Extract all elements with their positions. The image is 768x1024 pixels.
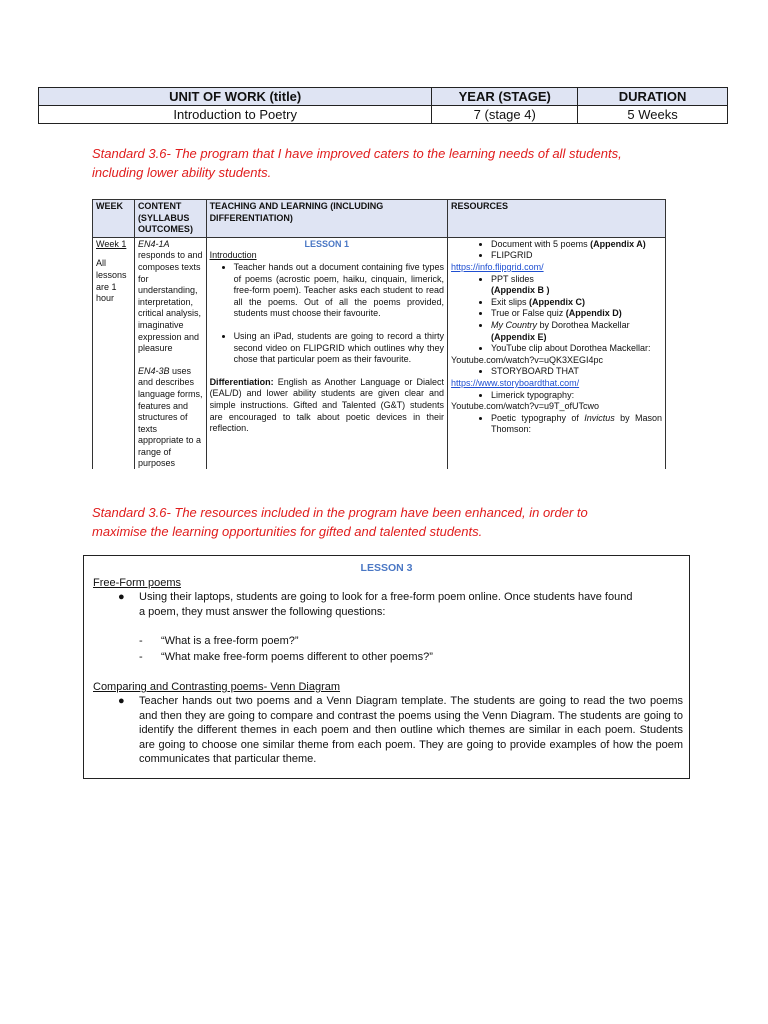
resource-limerick: • Limerick typography:	[491, 390, 662, 402]
resource-invictus	[491, 413, 662, 436]
standard-note-2	[92, 503, 692, 541]
resource-quiz-appendix: (Appendix D)	[565, 308, 622, 319]
standard-2-line-2: maximise the learning opportunities for gifted and talented students.	[92, 524, 483, 539]
resource-poem-title: My Country	[491, 319, 538, 330]
standard-1-line-1: Standard 3.6- The program that I have improved caters to the learning needs of all students,	[92, 146, 622, 161]
lesson-1-table-excerpt	[92, 199, 666, 469]
resource-poem-appendix: (Appendix E)	[491, 331, 547, 342]
resource-exit-slips	[491, 297, 662, 309]
free-form-line-1: Using their laptops, students are going to look for a free-form poem online. Once students have found	[139, 591, 633, 603]
differentiation-text: English as Another Language or Dialect (EAL/D) and lower ability students are given clear and simple instructions. Gifted and Talented (G&T) students are encouraged to talk about poetic devices in their reflection.	[209, 376, 445, 434]
storyboard-link[interactable]: https://www.storyboardthat.com/	[451, 377, 580, 388]
introduction-list-2	[210, 331, 444, 366]
header-week: WEEK	[93, 200, 135, 238]
unit-table-value-row	[39, 106, 728, 124]
introduction-heading: Introduction	[209, 250, 257, 261]
venn-diagram-instructions: Teacher hands out two poems and a Venn Diagram template. The students are going to read the two poems and then they are going to compare and contrast the poems using the Venn Diagram. The students are going to identify the different themes in each poem and then outline which themes are similar in each poem. Students are going to choose one similar theme from each poem. They are going to provide examples of how the poem communicates that particular theme.	[139, 695, 683, 766]
resource-ppt-label: PPT slides	[491, 273, 534, 284]
resources-list	[451, 239, 662, 262]
standard-note-1	[92, 144, 692, 182]
resource-flipgrid: • FLIPGRID	[491, 250, 662, 262]
week-label: Week 1	[96, 238, 127, 249]
unit-value-title: Introduction to Poetry	[39, 106, 432, 124]
introduction-list	[210, 262, 444, 320]
lesson-1-title: LESSON 1	[304, 238, 350, 249]
week-note: All lessons are 1 hour	[96, 258, 127, 304]
outcome-text-2: uses and describes language forms, features and structures of texts appropriate to a range of purposes	[137, 365, 203, 469]
bullet-dot-1: ●	[118, 591, 125, 603]
venn-diagram-heading: Comparing and Contrasting poems- Venn Diagram	[93, 681, 341, 693]
dash-1: -	[139, 635, 143, 647]
resource-invictus-title: Invictus	[584, 412, 615, 423]
resource-exit-label: Exit slips	[491, 296, 530, 307]
resources-list-3	[451, 366, 662, 378]
resource-ppt-appendix: (Appendix B )	[491, 285, 550, 296]
resource-invictus-author: by Mason Thomson:	[491, 412, 662, 435]
resource-invictus-label: Poetic typography of	[491, 412, 585, 423]
resource-ppt	[491, 274, 662, 297]
bullet-dot-2: ●	[118, 695, 125, 707]
standard-1-line-2: including lower ability students.	[92, 165, 272, 180]
differentiation-label: Differentiation:	[209, 376, 274, 387]
flipgrid-link[interactable]: https://info.flipgrid.com/	[451, 261, 544, 272]
resource-document	[491, 239, 662, 251]
resources-cell	[448, 237, 666, 469]
lesson-table-header-row	[93, 200, 666, 238]
resources-list-4	[451, 390, 662, 402]
standard-2-line-1: Standard 3.6- The resources included in the program have been enhanced, in order to	[92, 505, 588, 520]
outcome-code-1: EN4-1A	[137, 238, 170, 249]
unit-header-year: YEAR (STAGE)	[432, 88, 578, 106]
free-form-heading: Free-Form poems	[93, 577, 182, 589]
lesson-3-box	[83, 555, 690, 779]
unit-value-duration: 5 Weeks	[578, 106, 728, 124]
outcome-text-1: responds to and composes texts for understanding, interpretation, critical analysis, imaginative expression and pleasure	[137, 250, 203, 354]
free-form-instructions	[139, 590, 683, 619]
resource-poem-author: by Dorothea Mackellar	[537, 319, 630, 330]
resources-list-5	[451, 413, 662, 436]
resource-my-country	[491, 320, 662, 343]
resource-document-appendix: (Appendix A)	[590, 238, 646, 249]
lesson-3-title: LESSON 3	[360, 562, 413, 574]
resources-list-2	[451, 274, 662, 355]
header-resources: RESOURCES	[448, 200, 666, 238]
unit-table-header-row	[39, 88, 728, 106]
header-content: CONTENT (SYLLABUS OUTCOMES)	[134, 200, 206, 238]
lesson-table-row-week-1	[93, 237, 666, 469]
content-cell	[134, 237, 206, 469]
youtube-clip-link[interactable]: Youtube.com/watch?v=uQK3XEGI4pc	[451, 354, 604, 365]
resource-quiz	[491, 308, 662, 320]
week-cell	[93, 237, 135, 469]
unit-header-title: UNIT OF WORK (title)	[39, 88, 432, 106]
resource-document-label: Document with 5 poems	[491, 238, 591, 249]
unit-header-duration: DURATION	[578, 88, 728, 106]
outcome-code-2: EN4-3B	[137, 365, 170, 376]
resource-quiz-label: True or False quiz	[491, 308, 566, 319]
intro-bullet-2: • Using an iPad, students are going to record a thirty second video on FLIPGRID which outlines why they chose that particular poem as their favourite.	[234, 331, 444, 366]
unit-value-year: 7 (stage 4)	[432, 106, 578, 124]
resource-youtube-clip: • YouTube clip about Dorothea Mackellar:	[491, 343, 662, 355]
unit-of-work-table	[38, 87, 728, 124]
teaching-cell	[206, 237, 447, 469]
header-teaching: TEACHING AND LEARNING (INCLUDING DIFFERENTIATION)	[206, 200, 447, 238]
limerick-link[interactable]: Youtube.com/watch?v=u9T_ofUTcwo	[451, 401, 600, 412]
dash-2: -	[139, 651, 143, 663]
differentiation-note	[210, 377, 444, 435]
resource-storyboard: • STORYBOARD THAT	[491, 366, 662, 378]
free-form-line-2: a poem, they must answer the following questions:	[139, 605, 386, 618]
intro-bullet-1: • Teacher hands out a document containing five types of poems (acrostic poem, haiku, cinquain, limerick, free-form poem). Teacher asks each student to read all the poems. Out of all the poems provided, students must choose their favourite.	[234, 262, 444, 320]
question-1: “What is a free-form poem?”	[161, 635, 299, 647]
resource-exit-appendix: (Appendix C)	[529, 296, 586, 307]
question-2: “What make free-form poems different to other poems?”	[161, 651, 433, 663]
lesson-table	[92, 199, 666, 469]
